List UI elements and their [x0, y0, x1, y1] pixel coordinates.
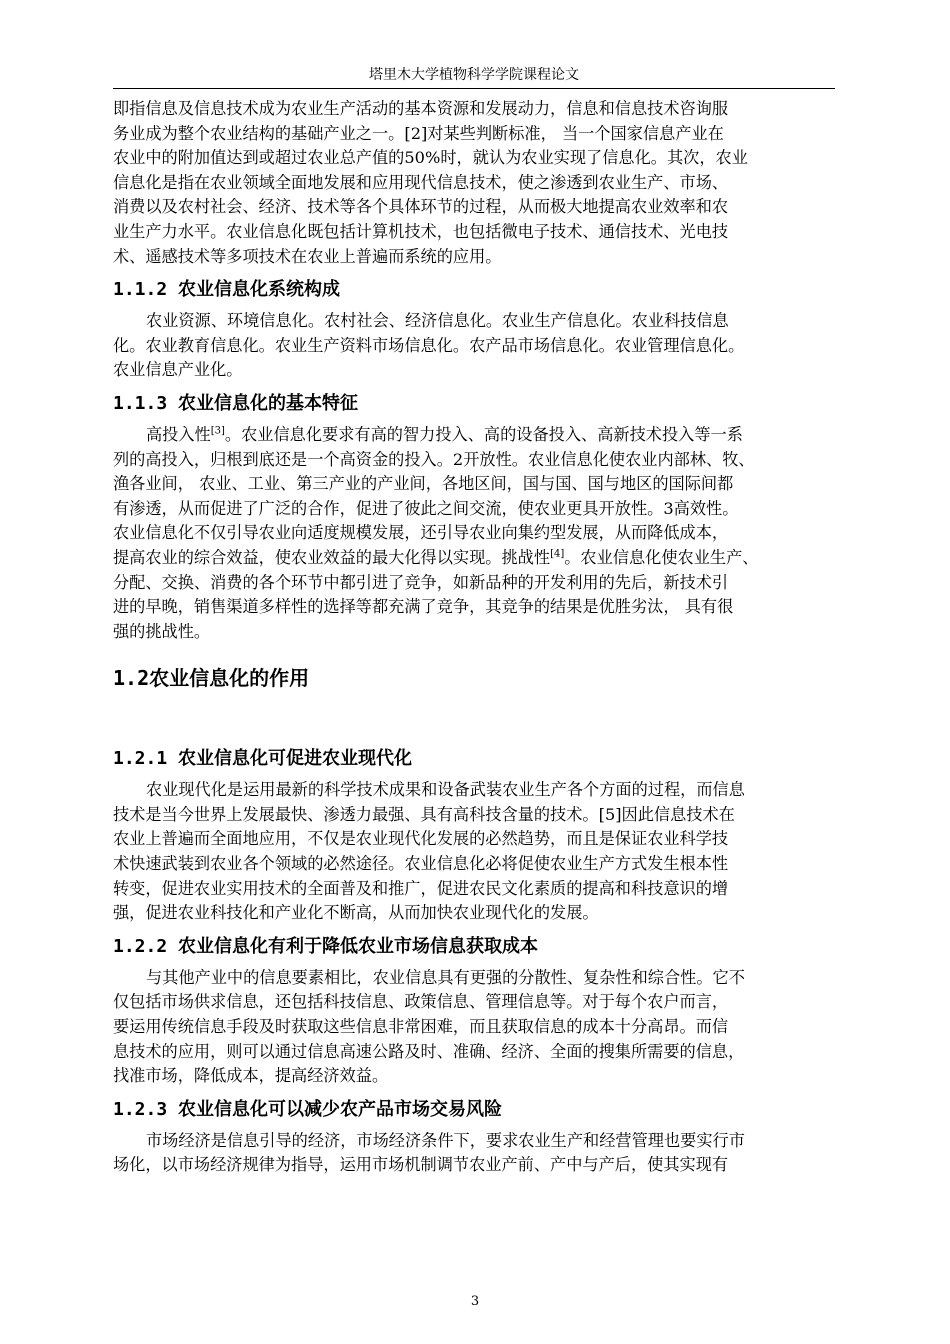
- text-line: 渔各业间， 农业、工业、第三产业的产业间，各地区间，国与国、国与地区的国际间都: [113, 474, 734, 494]
- section-heading-1-1-3: 1.1.3 农业信息化的基本特征: [113, 392, 359, 414]
- citation-ref: [4]: [550, 548, 565, 560]
- section-1-1-2-paragraph: [113, 309, 873, 383]
- text-line: 农业信息化不仅引导农业向适度规模发展，还引导农业向集约型发展，从而降低成本，: [113, 523, 729, 543]
- text-line: 转变，促进农业实用技术的全面普及和推广，促进农民文化素质的提高和科技意识的增: [113, 878, 729, 898]
- section-1-2-3-paragraph: [113, 1129, 873, 1178]
- document-body: [113, 97, 873, 1178]
- citation-ref: [3]: [210, 425, 225, 437]
- text-line: 农业上普遍而全面地应用，不仅是农业现代化发展的必然趋势，而且是保证农业科学技: [113, 829, 729, 849]
- text-line: 农业中的附加值达到或超过农业总产值的50%时，就认为农业实现了信息化。其次，农业: [113, 148, 748, 168]
- text-line: 即指信息及信息技术成为农业生产活动的基本资源和发展动力，信息和信息技术咨询服: [113, 99, 729, 118]
- text-line: 技术是当今世界上发展最快、渗透力最强、具有高科技含量的技术。[5]因此信息技术在: [113, 804, 735, 824]
- text-line: 仅包括市场供求信息，还包括科技信息、政策信息、管理信息等。对于每个农户而言，: [113, 992, 729, 1012]
- section-1-1-3-paragraph: [113, 423, 873, 644]
- text-line: 找准市场，降低成本，提高经济效益。: [113, 1066, 389, 1086]
- text-line: 化。农业教育信息化。农业生产资料市场信息化。农产品市场信息化。农业管理信息化。: [113, 335, 745, 355]
- text-line: 术快速武装到农业各个领域的必然途径。农业信息化必将促使农业生产方式发生根本性: [113, 854, 729, 874]
- text-line: 消费以及农村社会、经济、技术等各个具体环节的过程，从而极大地提高农业效率和农: [113, 197, 729, 217]
- text-run: 。农业信息化使农业生产、: [564, 547, 759, 567]
- section-heading-1-2-2: 1.2.2 农业信息化有利于降低农业市场信息获取成本: [113, 935, 539, 957]
- text-line: 农业资源、环境信息化。农村社会、经济信息化。农业生产信息化。农业科技信息: [146, 311, 729, 331]
- text-line: 列的高投入，归根到底还是一个高资金的投入。2开放性。农业信息化使农业内部林、牧、: [113, 449, 755, 469]
- text-line: 信息化是指在农业领域全面地发展和应用现代信息技术，使之渗透到农业生产、市场、: [113, 172, 729, 192]
- text-line: 要运用传统信息手段及时获取这些信息非常困难，而且获取信息的成本十分高昂。而信: [113, 1017, 729, 1037]
- text-line: 务业成为整个农业结构的基础产业之一。[2]对某些判断标准， 当一个国家信息产业在: [113, 123, 724, 143]
- text-line: 农业现代化是运用最新的科学技术成果和设备武装农业生产各个方面的过程，而信息: [146, 780, 745, 800]
- text-line: 场化，以市场经济规律为指导，运用市场机制调节农业产前、产中与产后，使其实现有: [113, 1155, 729, 1175]
- section-heading-1-2-3: 1.2.3 农业信息化可以减少农产品市场交易风险: [113, 1098, 503, 1120]
- text-line: 息技术的应用，则可以通过信息高速公路及时、准确、经济、全面的搜集所需要的信息，: [113, 1041, 745, 1061]
- text-line: 业生产力水平。农业信息化既包括计算机技术，也包括微电子技术、通信技术、光电技: [113, 221, 729, 241]
- text-line: 强的挑战性。: [113, 621, 211, 641]
- text-line: 农业信息产业化。: [113, 360, 243, 380]
- text-line: 分配、交换、消费的各个环节中都引进了竞争，如新品种的开发利用的先后，新技术引: [113, 572, 729, 592]
- text-line: 与其他产业中的信息要素相比，农业信息具有更强的分散性、复杂性和综合性。它不: [146, 967, 745, 987]
- text-line: 进的早晚，销售渠道多样性的选择等都充满了竞争，其竞争的结果是优胜劣汰， 具有很: [113, 597, 734, 617]
- text-line: 市场经济是信息引导的经济，市场经济条件下，要求农业生产和经营管理也要实行市: [146, 1130, 745, 1150]
- section-1-2-2-paragraph: [113, 966, 873, 1089]
- header-divider: [113, 88, 835, 89]
- page-header: 塔里木大学植物科学学院课程论文: [369, 67, 579, 83]
- text-line: 有渗透，从而促进了广泛的合作，促进了彼此之间交流，使农业更具开放性。3高效性。: [113, 498, 739, 518]
- text-line: [113, 546, 873, 571]
- section-heading-1-2-1: 1.2.1 农业信息化可促进农业现代化: [113, 748, 413, 770]
- section-heading-1-2: 1.2农业信息化的作用: [113, 666, 310, 691]
- text-line: 强，促进农业科技化和产业化不断高，从而加快农业现代化的发展。: [113, 903, 599, 923]
- text-line: 术、遥感技术等多项技术在农业上普遍而系统的应用。: [113, 246, 502, 266]
- text-run: 提高农业的综合效益，使农业效益的最大化得以实现。挑战性: [113, 547, 551, 567]
- section-1-2-1-paragraph: [113, 778, 873, 926]
- intro-paragraph: [113, 97, 873, 269]
- text-line: [113, 423, 873, 448]
- text-run: 高投入性: [146, 424, 211, 444]
- text-run: 。农业信息化要求有高的智力投入、高的设备投入、高新技术投入等一系: [224, 424, 743, 444]
- page-number: 3: [470, 1294, 480, 1309]
- section-heading-1-1-2: 1.1.2 农业信息化系统构成: [113, 279, 341, 301]
